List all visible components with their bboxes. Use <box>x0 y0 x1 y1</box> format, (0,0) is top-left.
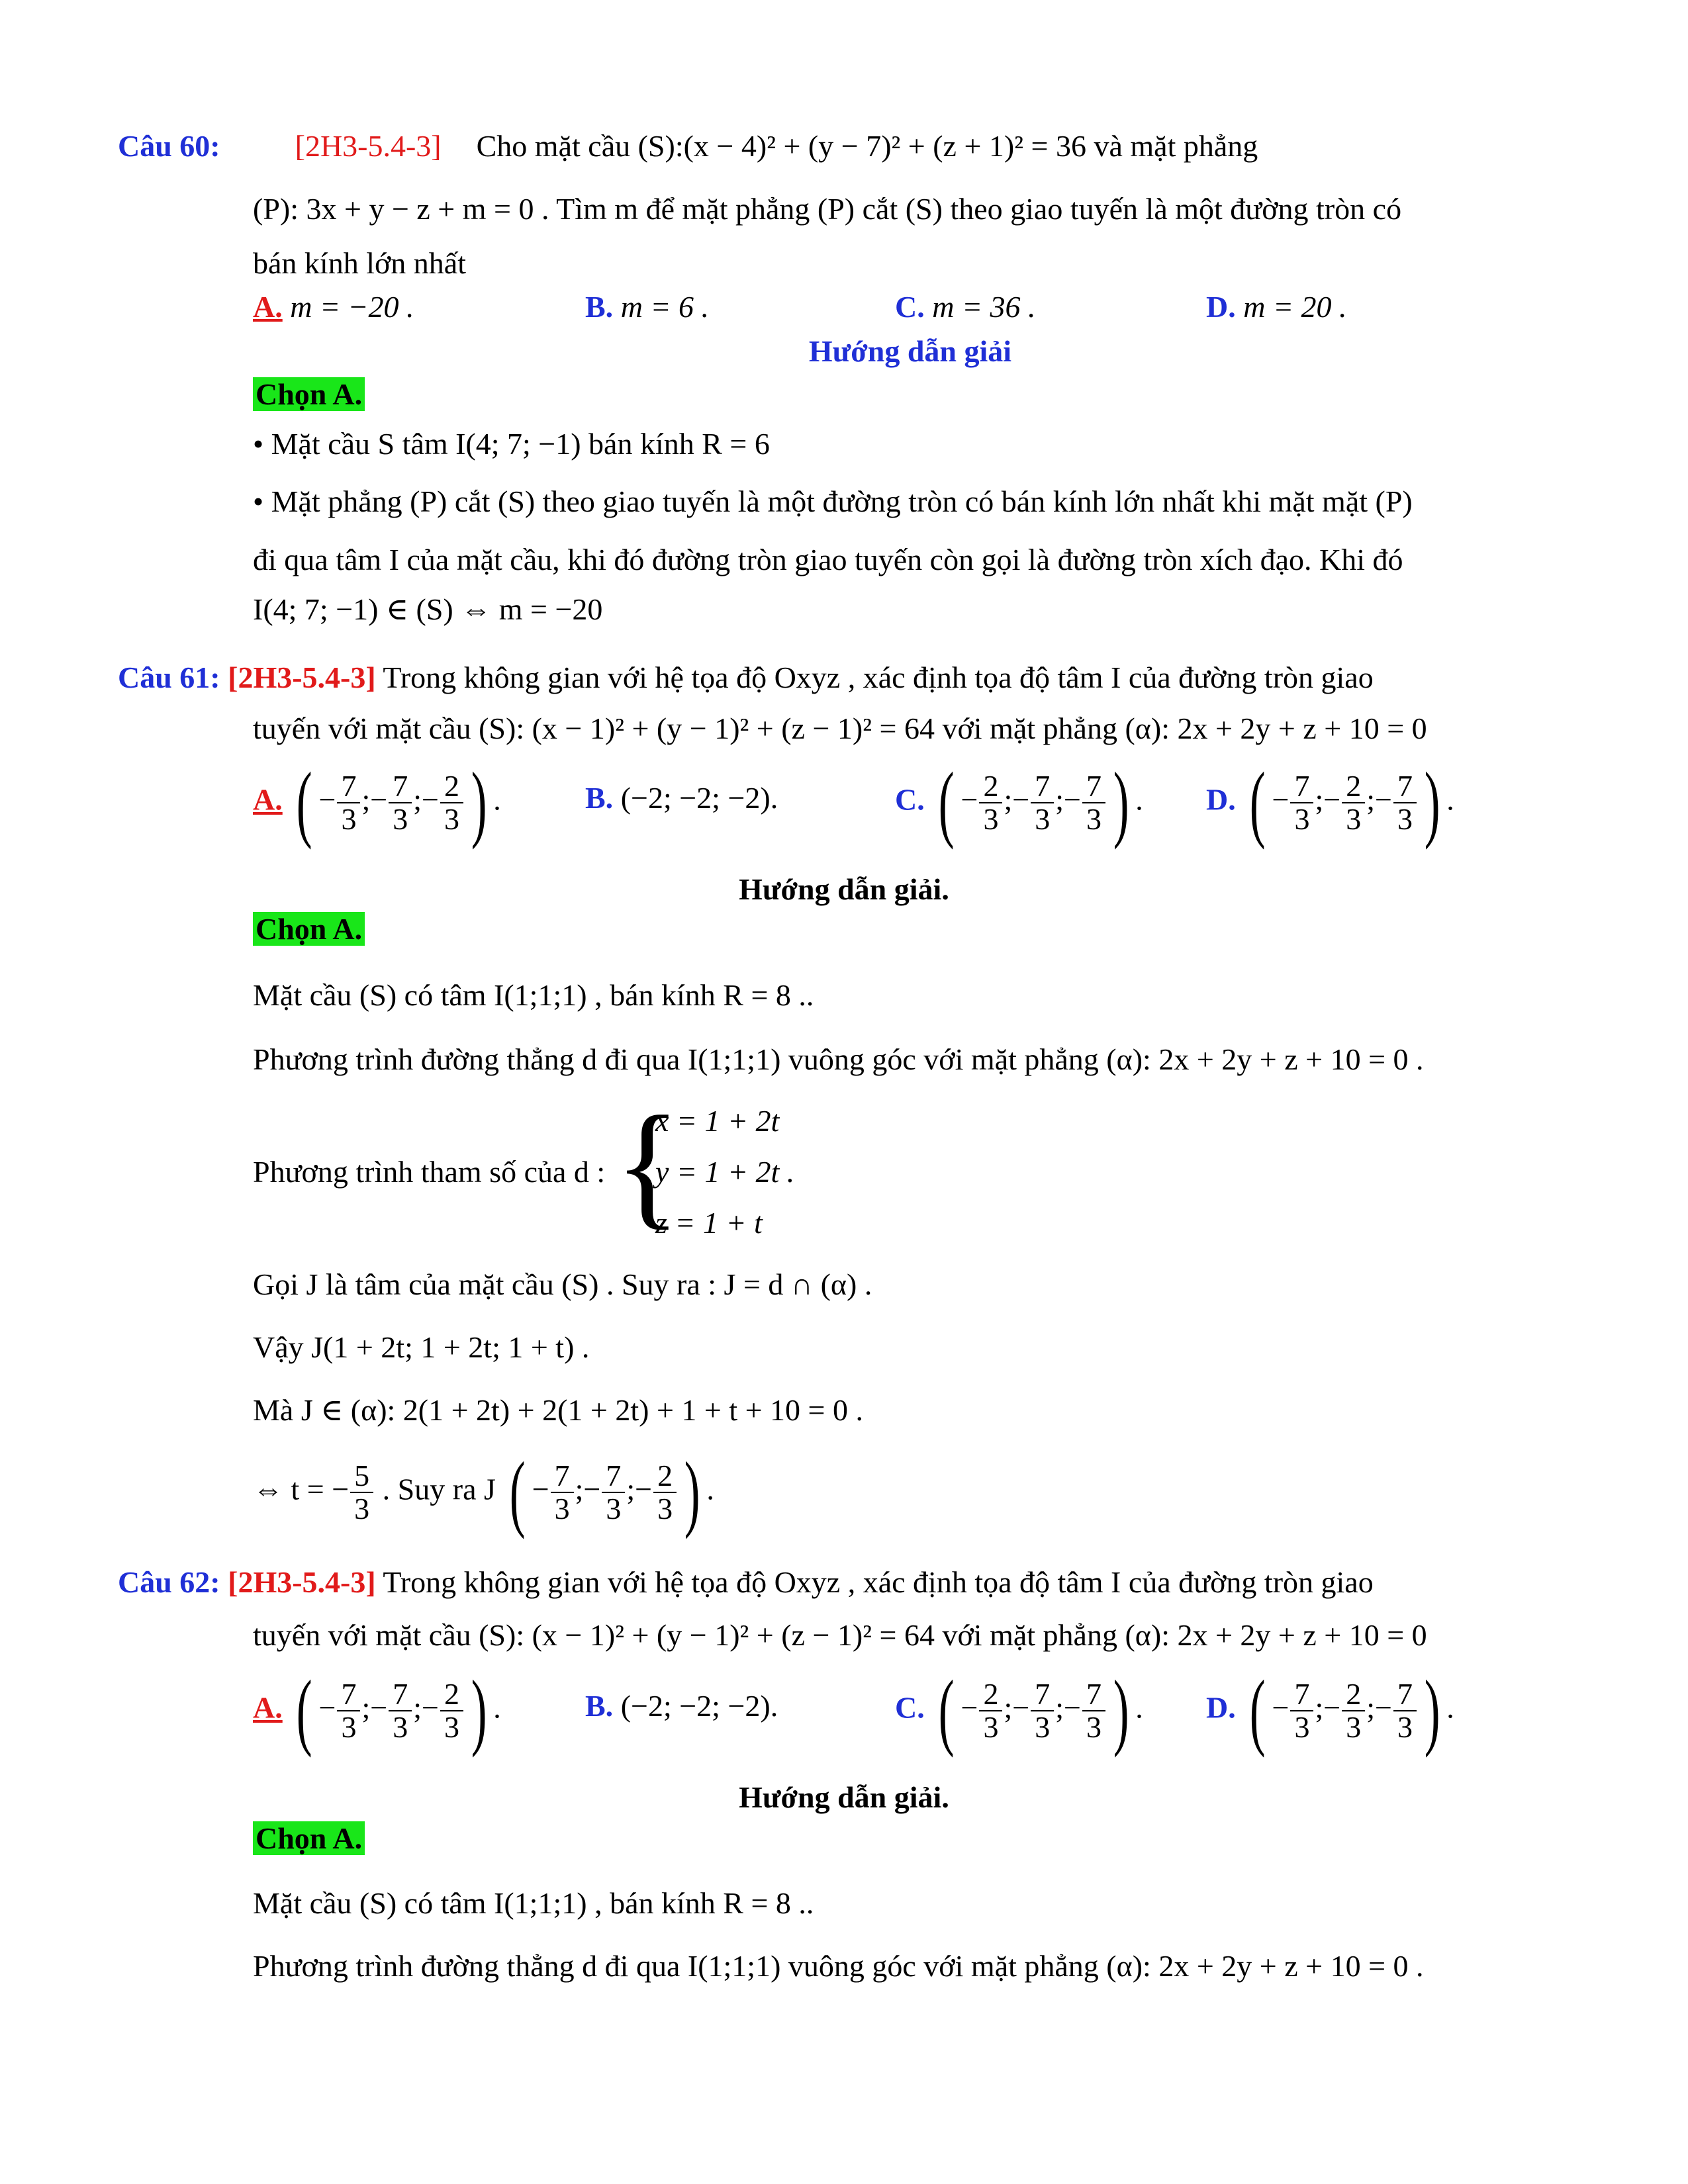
chosen-answer: Chọn A. <box>253 377 365 412</box>
option-value: m = 20 . <box>1243 290 1347 324</box>
option-a <box>253 290 414 325</box>
solution-line: Gọi J là tâm của mặt cầu (S) . Suy ra : J = d ∩ (α) . <box>253 1267 872 1301</box>
question-62-line-1 <box>118 1565 1374 1600</box>
solution-line: I(4; 7; −1) ∈ (S) ⇔ m = −20 <box>253 592 603 626</box>
solution-line: Vậy J(1 + 2t; 1 + 2t; 1 + t) . <box>253 1330 590 1364</box>
question-61-line-1 <box>118 660 1374 696</box>
option-a: A. ( − $\frac{7}{3}$ ;− $\frac{7}{3}$ ;− $\frac{2}{3}$ ) . <box>253 755 501 850</box>
chosen-answer: Chọn A. <box>253 912 365 947</box>
question-label: Câu 62: <box>118 1565 220 1599</box>
question-text: Trong không gian với hệ tọa độ Oxyz , xác định tọa độ tâm I của đường tròn giao <box>383 660 1374 694</box>
option-d: D. ( − $\frac{7}{3}$ ;− $\frac{2}{3}$ ;− $\frac{7}{3}$ ) . <box>1206 1663 1454 1758</box>
option-d <box>1206 290 1347 325</box>
question-62-line-2: tuyến với mặt cầu (S): (x − 1)² + (y − 1)² + (z − 1)² = 64 với mặt phẳng (α): 2x + 2y + z + 10 = 0 <box>253 1618 1427 1652</box>
question-60-line-3: bán kính lớn nhất <box>253 246 466 280</box>
system-eq-y: y = 1 + 2t . <box>655 1155 795 1189</box>
solution-line: Mà J ∈ (α): 2(1 + 2t) + 2(1 + 2t) + 1 + t + 10 = 0 . <box>253 1393 863 1427</box>
question-label: Câu 61: <box>118 660 220 694</box>
solution-line: Mặt cầu (S) có tâm I(1;1;1) , bán kính R = 8 .. <box>253 978 814 1012</box>
question-text: Cho mặt cầu (S):(x − 4)² + (y − 7)² + (z + 1)² = 36 và mặt phẳng <box>476 129 1258 163</box>
question-text: Trong không gian với hệ tọa độ Oxyz , xác định tọa độ tâm I của đường tròn giao <box>383 1565 1374 1599</box>
solution-line: Phương trình tham số của d : <box>253 1155 606 1189</box>
option-key: C. <box>895 290 925 324</box>
solution-line: Mặt cầu (S) có tâm I(1;1;1) , bán kính R = 8 .. <box>253 1886 814 1920</box>
question-tag: [2H3-5.4-3] <box>295 129 442 163</box>
option-b <box>585 290 709 325</box>
solution-line: đi qua tâm I của mặt cầu, khi đó đường tròn giao tuyến còn gọi là đường tròn xích đạo. Khi đó <box>253 543 1403 576</box>
solution-heading: Hướng dẫn giải. <box>739 872 949 906</box>
solution-line: ⇔ t = − $\frac{5}{3}$ . Suy ra J ( − $\frac{7}{3}$ ;− $\frac{7}{3}$ ;− $\frac{2}{3}$ ) . <box>253 1445 714 1540</box>
chosen-answer: Chọn A. <box>253 1821 365 1856</box>
option-value: m = −20 . <box>290 290 414 324</box>
option-key: D. <box>1206 290 1236 324</box>
system-brace: { <box>614 1088 681 1242</box>
question-tag: [2H3-5.4-3] <box>228 1565 376 1599</box>
option-key: A. <box>253 290 283 324</box>
option-a: A. ( − $\frac{7}{3}$ ;− $\frac{7}{3}$ ;− $\frac{2}{3}$ ) . <box>253 1663 501 1758</box>
question-60-line-2: (P): 3x + y − z + m = 0 . Tìm m để mặt phẳng (P) cắt (S) theo giao tuyến là một đường tròn có <box>253 192 1402 226</box>
option-value: m = 6 . <box>620 290 709 324</box>
question-61-line-2: tuyến với mặt cầu (S): (x − 1)² + (y − 1)² + (z − 1)² = 64 với mặt phẳng (α): 2x + 2y + z + 10 = 0 <box>253 711 1427 745</box>
solution-line: Phương trình đường thẳng d đi qua I(1;1;1) vuông góc với mặt phẳng (α): 2x + 2y + z + 10 = 0 . <box>253 1949 1424 1983</box>
option-c: C. ( − $\frac{2}{3}$ ;− $\frac{7}{3}$ ;− $\frac{7}{3}$ ) . <box>895 1663 1143 1758</box>
question-60-line-1 <box>118 129 1258 164</box>
solution-heading: Hướng dẫn giải <box>808 334 1012 368</box>
system-eq-x: x = 1 + 2t <box>655 1104 780 1138</box>
question-tag: [2H3-5.4-3] <box>228 660 376 694</box>
option-c <box>895 290 1036 325</box>
solution-line: • Mặt phẳng (P) cắt (S) theo giao tuyến là một đường tròn có bán kính lớn nhất khi mặt mặt (P) <box>253 484 1413 518</box>
option-d: D. ( − $\frac{7}{3}$ ;− $\frac{2}{3}$ ;− $\frac{7}{3}$ ) . <box>1206 755 1454 850</box>
option-key: B. <box>585 290 614 324</box>
system-eq-z: z = 1 + t <box>655 1206 763 1240</box>
solution-heading: Hướng dẫn giải. <box>739 1780 949 1814</box>
option-b: B. (−2; −2; −2). <box>585 781 778 815</box>
option-value: m = 36 . <box>932 290 1036 324</box>
solution-line: Phương trình đường thẳng d đi qua I(1;1;1) vuông góc với mặt phẳng (α): 2x + 2y + z + 10 = 0 . <box>253 1042 1424 1076</box>
question-label: Câu 60: <box>118 129 220 163</box>
option-c: C. ( − $\frac{2}{3}$ ;− $\frac{7}{3}$ ;− $\frac{7}{3}$ ) . <box>895 755 1143 850</box>
option-b: B. (−2; −2; −2). <box>585 1689 778 1723</box>
solution-line: • Mặt cầu S tâm I(4; 7; −1) bán kính R = 6 <box>253 427 770 461</box>
